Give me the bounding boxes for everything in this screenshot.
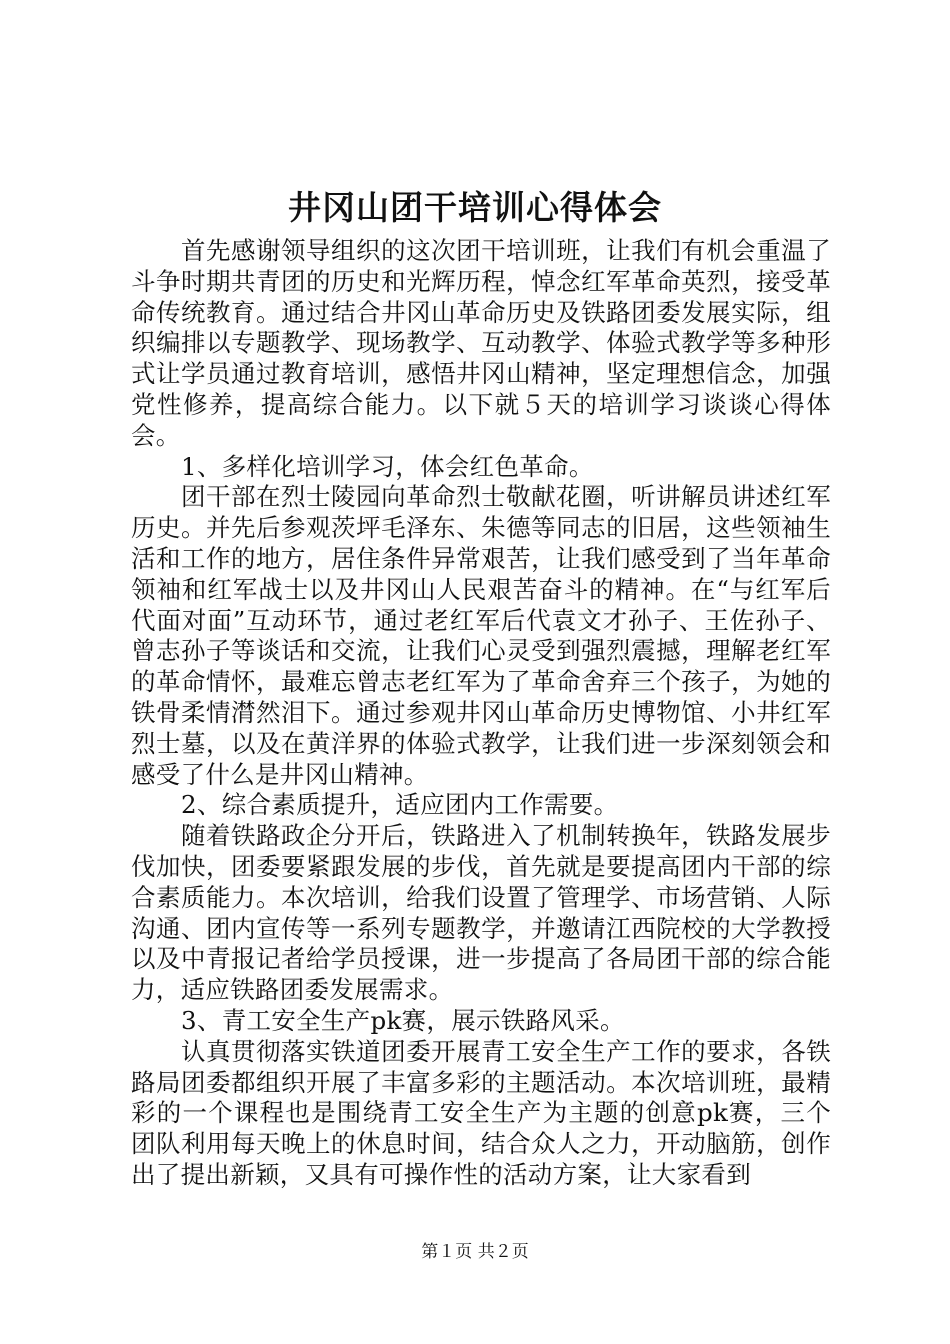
document-body bbox=[131, 236, 831, 1191]
document-title: 井冈山团干培训心得体会 bbox=[288, 188, 662, 227]
section-heading-3: 3、青工安全生产pk赛，展示铁路风采。 bbox=[181, 1005, 625, 1035]
paragraph-section-2: 随着铁路政企分开后，铁路进入了机制转换年，铁路发展步伐加快，团委要紧跟发展的步伐，首先就是要提高团内干部的综合素质能力。本次培训，给我们设置了管理学、市场营销、人际沟通、团内宣传等一系列专题教学，并邀请江西院校的大学教授以及中青报记者给学员授课，进一步提高了各局团干部的综合能力，适应铁路团委发展需求。 bbox=[131, 821, 831, 1005]
section-heading-1: 1、多样化培训学习，体会红色革命。 bbox=[181, 451, 594, 481]
paragraph-section-3: 认真贯彻落实铁道团委开展青工安全生产工作的要求，各铁路局团委都组织开展了丰富多彩的主题活动。本次培训班，最精彩的一个课程也是围绕青工安全生产为主题的创意pk赛，三个团队利用每天晚上的休息时间，结合众人之力，开动脑筋，创作出了提出新颖，又具有可操作性的活动方案，让大家看到 bbox=[131, 1036, 831, 1189]
section-heading-2: 2、综合素质提升，适应团内工作需要。 bbox=[181, 790, 619, 820]
paragraph-intro: 首先感谢领导组织的这次团干培训班，让我们有机会重温了斗争时期共青团的历史和光辉历程，悼念红军革命英烈，接受革命传统教育。通过结合井冈山革命历史及铁路团委发展实际，组织编排以专题教学、现场教学、互动教学、体验式教学等多种形式让学员通过教育培训，感悟井冈山精神，坚定理想信念，加强党性修养，提高综合能力。以下就５天的培训学习谈谈心得体会。 bbox=[131, 236, 831, 450]
paragraph-section-1: 团干部在烈士陵园向革命烈士敬献花圈，听讲解员讲述红军历史。并先后参观茨坪毛泽东、朱德等同志的旧居，这些领袖生活和工作的地方，居住条件异常艰苦，让我们感受到了当年革命领袖和红军战士以及井冈山人民艰苦奋斗的精神。在“与红军后代面对面”互动环节，通过老红军后代袁文才孙子、王佐孙子、曾志孙子等谈话和交流，让我们心灵受到强烈震撼，理解老红军的革命情怀，最难忘曾志老红军为了革命舍弃三个孩子，为她的铁骨柔情潸然泪下。通过参观井冈山革命历史博物馆、小井红军烈士墓，以及在黄洋界的体验式教学，让我们进一步深刻领会和感受了什么是井冈山精神。 bbox=[131, 482, 831, 789]
page-number-footer: 第１页 共２页 bbox=[421, 1242, 529, 1262]
